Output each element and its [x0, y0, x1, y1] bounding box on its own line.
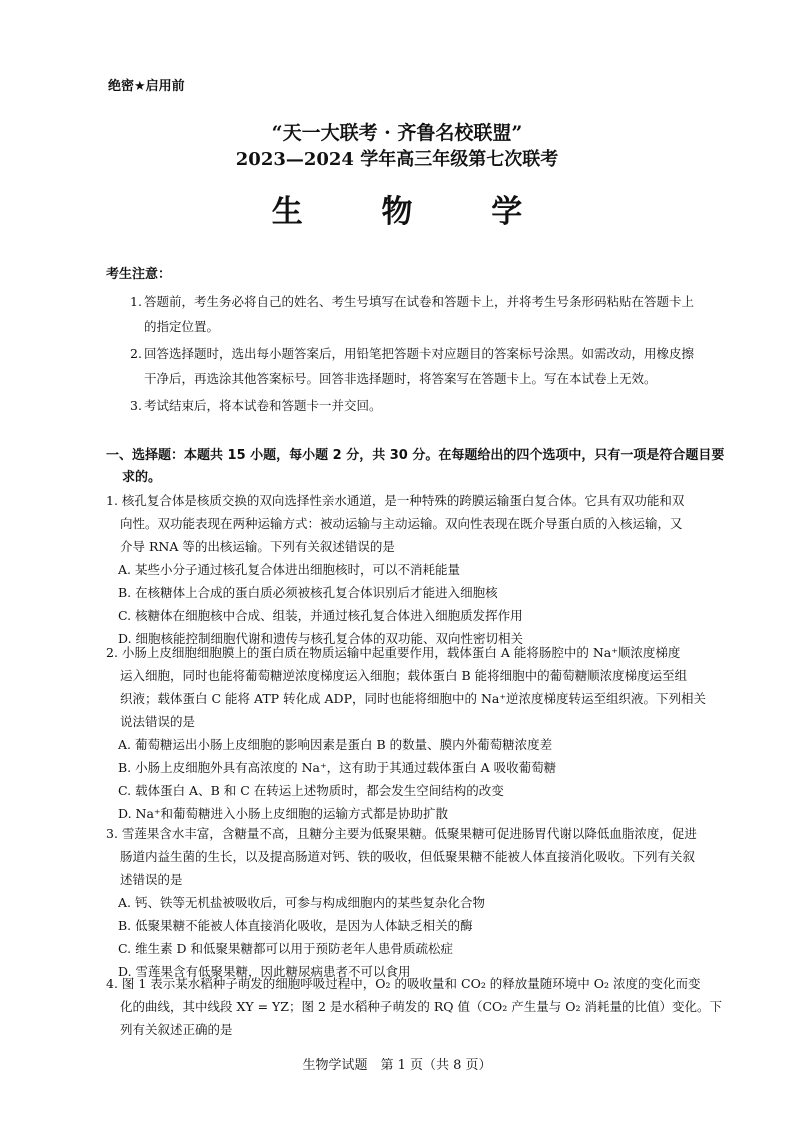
notice-text: 答题前，考生务必将自己的姓名、考生号填写在试卷和答题卡上，并将考生号条形码粘贴在答题卡上 — [144, 294, 695, 309]
question-stem: 向性。双功能表现在两种运输方式：被动运输与主动运输。双向性表现在既介导蛋白质的入核运输，又 — [120, 516, 683, 531]
notice-title: 考生注意： — [106, 267, 172, 282]
exam-alliance-title: “天一大联考 · 齐鲁名校联盟” — [271, 122, 523, 144]
question-stem: 化的曲线，其中线段 XY = YZ；图 2 是水稻种子萌发的 RQ 值（CO₂ 产生量与 O₂ 消耗量的比值）变化。下 — [120, 999, 722, 1014]
question-4 — [106, 972, 746, 1041]
notice-item — [130, 393, 750, 418]
question-stem: 述错误的是 — [120, 872, 183, 887]
option-c[interactable]: C. 核糖体在细胞核中合成、组装，并通过核孔复合体进入细胞质发挥作用 — [118, 608, 523, 623]
notice-number: 2. — [130, 346, 142, 361]
notice-text: 回答选择题时，选出每小题答案后，用铅笔把答题卡对应题目的答案标号涂黑。如需改动，用橡皮擦 — [144, 346, 695, 361]
option-a[interactable]: A. 某些小分子通过核孔复合体进出细胞核时，可以不消耗能量 — [118, 562, 460, 577]
question-1 — [106, 489, 746, 650]
option-b[interactable]: B. 小肠上皮细胞外具有高浓度的 Na⁺，这有助于其通过载体蛋白 A 吸收葡萄糖 — [118, 760, 557, 775]
option-b[interactable]: B. 在核糖体上合成的蛋白质必须被核孔复合体识别后才能进入细胞核 — [118, 585, 498, 600]
notice-number: 3. — [130, 398, 142, 413]
notice-text: 干净后，再选涂其他答案标号。回答非选择题时，将答案写在答题卡上。写在本试卷上无效。 — [144, 371, 657, 386]
section-text: 求的。 — [122, 470, 162, 485]
option-a[interactable]: A. 钙、铁等无机盐被吸收后，可参与构成细胞内的某些复杂化合物 — [118, 895, 485, 910]
option-b[interactable]: B. 低聚果糖不能被人体直接消化吸收，是因为人体缺乏相关的酶 — [118, 918, 473, 933]
question-stem: 肠道内益生菌的生长，以及提高肠道对钙、铁的吸收，但低聚果糖不能被人体直接消化吸收。下列有关叙 — [120, 849, 696, 864]
option-c[interactable]: C. 维生素 D 和低聚果糖都可以用于预防老年人患骨质疏松症 — [118, 941, 454, 956]
notice-text: 考试结束后，将本试卷和答题卡一并交回。 — [144, 398, 382, 413]
page-footer: 生物学试题 第 1 页（共 8 页） — [302, 1058, 492, 1073]
question-stem: 运入细胞，同时也能将葡萄糖逆浓度梯度运入细胞；载体蛋白 B 能将细胞中的葡萄糖顺浓度梯度运至组 — [120, 668, 688, 683]
secret-mark: 绝密★启用前 — [108, 79, 185, 94]
question-stem: 列有关叙述正确的是 — [120, 1022, 233, 1037]
question-stem: 4. 图 1 表示某水稻种子萌发的细胞呼吸过程中，O₂ 的吸收量和 CO₂ 的释放量随环境中 O₂ 浓度的变化而变 — [106, 976, 701, 991]
option-a[interactable]: A. 葡萄糖运出小肠上皮细胞的影响因素是蛋白 B 的数量、膜内外葡萄糖浓度差 — [118, 737, 553, 752]
question-2 — [106, 641, 746, 825]
notice-number: 1. — [130, 294, 142, 309]
question-stem: 织液；载体蛋白 C 能将 ATP 转化成 ADP，同时也能将细胞中的 Na⁺逆浓度梯度转运至组织液。下列相关 — [120, 691, 706, 706]
notice-item — [130, 289, 750, 339]
question-stem: 3. 雪莲果含水丰富，含糖量不高，且糖分主要为低聚果糖。低聚果糖可促进肠胃代谢以降低血脂浓度，促进 — [106, 826, 697, 841]
question-3 — [106, 822, 746, 983]
question-stem: 1. 核孔复合体是核质交换的双向选择性亲水通道，是一种特殊的跨膜运输蛋白复合体。它具有双功能和双 — [106, 493, 685, 508]
exam-name: 2023—2024 学年高三年级第七次联考 — [235, 149, 559, 170]
option-d[interactable]: D. 细胞核能控制细胞代谢和遗传与核孔复合体的双功能、双向性密切相关 — [118, 631, 524, 646]
option-d[interactable]: D. Na⁺和葡萄糖进入小肠上皮细胞的运输方式都是协助扩散 — [118, 806, 449, 821]
notice-item — [130, 341, 750, 391]
option-c[interactable]: C. 载体蛋白 A、B 和 C 在转运上述物质时，都会发生空间结构的改变 — [118, 783, 504, 798]
question-stem: 2. 小肠上皮细胞细胞膜上的蛋白质在物质运输中起重要作用，载体蛋白 A 能将肠腔中的 Na⁺顺浓度梯度 — [106, 645, 681, 660]
question-stem: 说法错误的是 — [120, 714, 196, 729]
question-stem: 介导 RNA 等的出核运输。下列有关叙述错误的是 — [120, 539, 395, 554]
option-d[interactable]: D. 雪莲果含有低聚果糖，因此糖尿病患者不可以食用 — [118, 964, 411, 979]
section-text: 一、选择题：本题共 15 小题，每小题 2 分，共 30 分。在每题给出的四个选项中，只有一项是符合题目要 — [106, 448, 725, 463]
notice-text: 的指定位置。 — [144, 319, 220, 334]
subject-title: 生 物 学 — [271, 194, 557, 230]
section-heading — [106, 445, 746, 489]
